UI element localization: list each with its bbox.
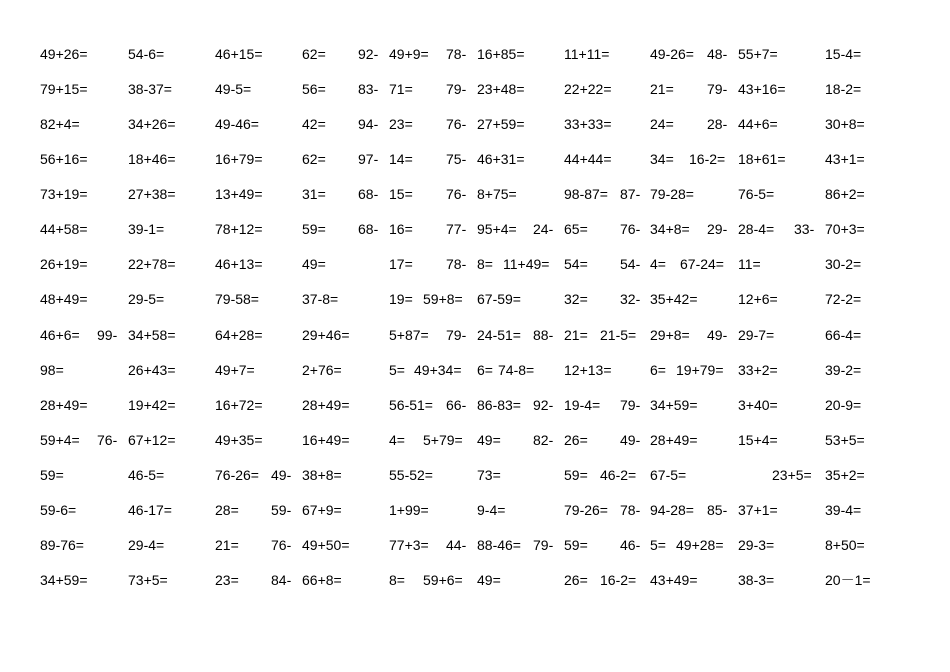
problem-text: 4=: [650, 256, 666, 272]
problem-text: 16-2=: [600, 572, 637, 588]
problem-text: 27+59=: [477, 116, 525, 132]
problem-text: 46+31=: [477, 151, 525, 167]
problem-text: 11+11=: [564, 46, 610, 62]
problem-text: 23=: [389, 116, 413, 132]
problem-text: 68-: [358, 221, 379, 237]
problem-text: 67+12=: [128, 432, 176, 448]
problem-text: 78-: [446, 46, 467, 62]
problem-text: 23=: [215, 572, 239, 588]
problem-text: 55+7=: [738, 46, 778, 62]
problem-text: 19+42=: [128, 397, 176, 413]
problem-text: 49+9=: [389, 46, 429, 62]
problem-text: 49-: [271, 467, 292, 483]
problem-text: 46-: [620, 537, 641, 553]
problem-text: 79-26=: [564, 502, 608, 518]
problem-text: 82+4=: [40, 116, 80, 132]
problem-text: 22+78=: [128, 256, 176, 272]
problem-text: 78+12=: [215, 221, 263, 237]
problem-text: 49=: [477, 572, 501, 588]
problem-text: 59=: [302, 221, 326, 237]
problem-text: 21-5=: [600, 327, 637, 343]
problem-text: 64+28=: [215, 327, 263, 343]
problem-text: 76-: [446, 186, 467, 202]
problem-text: 76-: [97, 432, 118, 448]
problem-text: 89-76=: [40, 537, 84, 553]
problem-text: 95+4=: [477, 221, 517, 237]
problem-text: 44-: [446, 537, 467, 553]
problem-text: 32=: [564, 291, 588, 307]
problem-text: 49+35=: [215, 432, 263, 448]
problem-text: 33-: [794, 221, 815, 237]
problem-text: 67+9=: [302, 502, 342, 518]
problem-text: 76-: [446, 116, 467, 132]
problem-text: 43+16=: [738, 81, 786, 97]
problem-text: 59=: [564, 537, 588, 553]
problem-text: 49-: [620, 432, 641, 448]
problem-text: 13+49=: [215, 186, 263, 202]
problem-text: 99-: [97, 327, 118, 343]
problem-text: 79-: [446, 81, 467, 97]
problem-text: 20－1=: [825, 572, 871, 588]
problem-text: 39-2=: [825, 362, 862, 378]
problem-text: 9-4=: [477, 502, 506, 518]
problem-text: 98-87=: [564, 186, 608, 202]
problem-text: 67-59=: [477, 291, 521, 307]
problem-row: [0, 465, 950, 485]
problem-text: 8+75=: [477, 186, 517, 202]
problem-text: 74-8=: [498, 362, 535, 378]
problem-row: [0, 500, 950, 520]
problem-row: [0, 79, 950, 99]
problem-text: 28+49=: [650, 432, 698, 448]
problem-row: [0, 289, 950, 309]
problem-row: [0, 395, 950, 415]
problem-text: 2+76=: [302, 362, 342, 378]
problem-text: 18-2=: [825, 81, 862, 97]
problem-text: 71=: [389, 81, 413, 97]
problem-text: 59+6=: [423, 572, 463, 588]
problem-text: 62=: [302, 151, 326, 167]
problem-text: 20-9=: [825, 397, 862, 413]
problem-text: 34+58=: [128, 327, 176, 343]
problem-text: 49+50=: [302, 537, 350, 553]
problem-text: 29-7=: [738, 327, 775, 343]
problem-text: 97-: [358, 151, 379, 167]
problem-text: 59-: [271, 502, 292, 518]
problem-text: 33+33=: [564, 116, 612, 132]
problem-row: [0, 219, 950, 239]
problem-text: 4=: [389, 432, 405, 448]
problem-text: 19=: [389, 291, 413, 307]
problem-text: 44+44=: [564, 151, 612, 167]
problem-text: 43+49=: [650, 572, 698, 588]
problem-text: 21=: [215, 537, 239, 553]
problem-text: 49+34=: [414, 362, 462, 378]
problem-text: 8=: [477, 256, 493, 272]
problem-text: 79-: [620, 397, 641, 413]
problem-text: 28+49=: [302, 397, 350, 413]
problem-text: 78-: [620, 502, 641, 518]
problem-text: 79-: [446, 327, 467, 343]
problem-text: 26=: [564, 432, 588, 448]
problem-row: [0, 325, 950, 345]
problem-text: 29-5=: [128, 291, 165, 307]
problem-text: 22+22=: [564, 81, 612, 97]
problem-text: 79-58=: [215, 291, 259, 307]
problem-text: 54-6=: [128, 46, 165, 62]
problem-text: 73=: [477, 467, 501, 483]
problem-text: 6=: [650, 362, 666, 378]
problem-text: 65=: [564, 221, 588, 237]
problem-text: 5+87=: [389, 327, 429, 343]
problem-text: 34+59=: [40, 572, 88, 588]
problem-text: 46-2=: [600, 467, 637, 483]
problem-text: 38+8=: [302, 467, 342, 483]
problem-text: 83-: [358, 81, 379, 97]
problem-text: 24-: [533, 221, 554, 237]
problem-text: 16=: [389, 221, 413, 237]
problem-text: 67-5=: [650, 467, 687, 483]
problem-text: 35+42=: [650, 291, 698, 307]
problem-text: 5=: [389, 362, 405, 378]
problem-text: 5=: [650, 537, 666, 553]
problem-text: 34+59=: [650, 397, 698, 413]
problem-text: 11=: [738, 256, 761, 272]
problem-text: 5+79=: [423, 432, 463, 448]
problem-text: 39-1=: [128, 221, 165, 237]
problem-text: 19+79=: [676, 362, 724, 378]
problem-row: [0, 149, 950, 169]
problem-text: 55-52=: [389, 467, 433, 483]
problem-text: 49-: [707, 327, 728, 343]
problem-text: 56=: [302, 81, 326, 97]
problem-text: 84-: [271, 572, 292, 588]
problem-text: 24=: [650, 116, 674, 132]
problem-text: 73+5=: [128, 572, 168, 588]
problem-text: 30-2=: [825, 256, 862, 272]
problem-text: 44+6=: [738, 116, 778, 132]
problem-text: 70+3=: [825, 221, 865, 237]
problem-text: 72-2=: [825, 291, 862, 307]
problem-text: 8+50=: [825, 537, 865, 553]
problem-text: 49+26=: [40, 46, 88, 62]
problem-text: 48-: [707, 46, 728, 62]
problem-text: 12+13=: [564, 362, 612, 378]
problem-row: [0, 430, 950, 450]
problem-text: 92-: [533, 397, 554, 413]
problem-text: 73+19=: [40, 186, 88, 202]
problem-text: 23+5=: [772, 467, 812, 483]
problem-text: 44+58=: [40, 221, 88, 237]
problem-text: 56+16=: [40, 151, 88, 167]
problem-text: 29-4=: [128, 537, 165, 553]
problem-text: 29+46=: [302, 327, 350, 343]
problem-text: 26=: [564, 572, 588, 588]
problem-text: 59+8=: [423, 291, 463, 307]
problem-text: 59=: [40, 467, 64, 483]
problem-text: 49-5=: [215, 81, 252, 97]
problem-text: 29-: [707, 221, 728, 237]
problem-text: 11+49=: [503, 256, 550, 272]
problem-text: 56-51=: [389, 397, 433, 413]
problem-text: 46-17=: [128, 502, 172, 518]
problem-text: 42=: [302, 116, 326, 132]
problem-text: 94-: [358, 116, 379, 132]
problem-text: 77-: [446, 221, 467, 237]
problem-text: 79-28=: [650, 186, 694, 202]
problem-text: 75-: [446, 151, 467, 167]
problem-row: [0, 570, 950, 590]
problem-text: 79-: [707, 81, 728, 97]
problem-text: 38-3=: [738, 572, 775, 588]
problem-text: 92-: [358, 46, 379, 62]
problem-text: 16+79=: [215, 151, 263, 167]
problem-text: 37+1=: [738, 502, 778, 518]
problem-text: 68-: [358, 186, 379, 202]
problem-text: 21=: [650, 81, 674, 97]
problem-text: 88-46=: [477, 537, 521, 553]
problem-text: 29-3=: [738, 537, 775, 553]
problem-text: 12+6=: [738, 291, 778, 307]
problem-text: 49-46=: [215, 116, 259, 132]
problem-text: 88-: [533, 327, 554, 343]
problem-text: 46+6=: [40, 327, 80, 343]
problem-text: 66+8=: [302, 572, 342, 588]
problem-text: 67-24=: [680, 256, 724, 272]
problem-text: 54=: [564, 256, 588, 272]
problem-row: [0, 254, 950, 274]
problem-text: 19-4=: [564, 397, 601, 413]
problem-text: 21=: [564, 327, 588, 343]
problem-text: 86-83=: [477, 397, 521, 413]
problem-row: [0, 184, 950, 204]
problem-text: 53+5=: [825, 432, 865, 448]
problem-text: 77+3=: [389, 537, 429, 553]
problem-text: 43+1=: [825, 151, 865, 167]
problem-text: 33+2=: [738, 362, 778, 378]
problem-text: 59-6=: [40, 502, 77, 518]
problem-text: 16+85=: [477, 46, 525, 62]
problem-text: 18+46=: [128, 151, 176, 167]
problem-text: 1+99=: [389, 502, 429, 518]
problem-text: 8=: [389, 572, 405, 588]
problem-text: 94-28=: [650, 502, 694, 518]
problem-text: 85-: [707, 502, 728, 518]
problem-text: 14=: [389, 151, 413, 167]
problem-text: 15=: [389, 186, 413, 202]
problem-text: 32-: [620, 291, 641, 307]
problem-text: 76-: [271, 537, 292, 553]
problem-text: 16+72=: [215, 397, 263, 413]
problem-text: 66-4=: [825, 327, 862, 343]
problem-text: 39-4=: [825, 502, 862, 518]
problem-text: 62=: [302, 46, 326, 62]
problem-text: 3+40=: [738, 397, 778, 413]
problem-text: 98=: [40, 362, 64, 378]
problem-text: 18+61=: [738, 151, 786, 167]
problem-text: 79+15=: [40, 81, 88, 97]
problem-text: 34+26=: [128, 116, 176, 132]
problem-text: 87-: [620, 186, 641, 202]
problem-text: 37-8=: [302, 291, 339, 307]
problem-text: 28=: [215, 502, 239, 518]
problem-text: 49+28=: [676, 537, 724, 553]
problem-row: [0, 360, 950, 380]
problem-row: [0, 114, 950, 134]
problem-text: 30+8=: [825, 116, 865, 132]
problem-text: 49=: [302, 256, 326, 272]
problem-text: 29+8=: [650, 327, 690, 343]
problem-text: 46-5=: [128, 467, 165, 483]
problem-row: [0, 44, 950, 64]
problem-text: 27+38=: [128, 186, 176, 202]
problem-text: 38-37=: [128, 81, 172, 97]
problem-text: 76-: [620, 221, 641, 237]
problem-text: 26+43=: [128, 362, 176, 378]
problem-text: 26+19=: [40, 256, 88, 272]
problem-text: 35+2=: [825, 467, 865, 483]
problem-text: 86+2=: [825, 186, 865, 202]
problem-text: 59+4=: [40, 432, 80, 448]
problem-text: 66-: [446, 397, 467, 413]
problem-text: 49+7=: [215, 362, 255, 378]
problem-text: 59=: [564, 467, 588, 483]
problem-text: 23+48=: [477, 81, 525, 97]
problem-text: 17=: [389, 256, 413, 272]
problem-text: 78-: [446, 256, 467, 272]
problem-text: 16-2=: [689, 151, 726, 167]
problem-text: 46+15=: [215, 46, 263, 62]
problem-text: 49=: [477, 432, 501, 448]
problem-text: 28+49=: [40, 397, 88, 413]
problem-text: 76-26=: [215, 467, 259, 483]
problem-text: 15-4=: [825, 46, 862, 62]
problem-text: 28-4=: [738, 221, 775, 237]
problem-text: 34+8=: [650, 221, 690, 237]
problem-text: 16+49=: [302, 432, 350, 448]
problem-text: 28-: [707, 116, 728, 132]
problem-row: [0, 535, 950, 555]
problem-text: 49-26=: [650, 46, 694, 62]
problem-text: 82-: [533, 432, 554, 448]
problem-text: 15+4=: [738, 432, 778, 448]
problem-text: 79-: [533, 537, 554, 553]
problem-text: 6=: [477, 362, 493, 378]
problem-text: 24-51=: [477, 327, 521, 343]
problem-text: 34=: [650, 151, 674, 167]
problem-text: 31=: [302, 186, 326, 202]
problem-text: 54-: [620, 256, 641, 272]
problem-text: 48+49=: [40, 291, 88, 307]
problem-text: 46+13=: [215, 256, 263, 272]
problem-text: 76-5=: [738, 186, 775, 202]
